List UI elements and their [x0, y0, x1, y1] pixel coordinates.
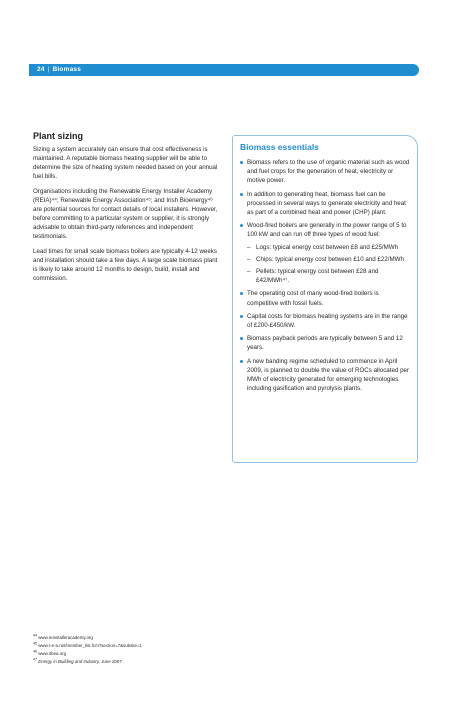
footnote: $^{47}$ Energy in Building and Industry, June 2007. [33, 657, 123, 664]
dash-glyph: – [247, 268, 251, 276]
list-item: A new banding regime scheduled to commence in April 2009, is planned to double the value of ROCs allocated per MWh of electricity generated for emerging technologies including gasification and pyrolysis plants. [240, 357, 410, 394]
paragraph: Lead times for small scale biomass boilers are typically 4-12 weeks and installation should take a few days. A large scale biomass plant is likely to take around 12 months to design, build, install and commission. [33, 248, 218, 282]
dash-glyph: – [247, 255, 251, 263]
list-item: The operating cost of many wood-fired boilers is competitive with fossil fuels. [240, 289, 410, 307]
essentials-list [240, 158, 410, 393]
list-item: Biomass refers to the use of organic material such as wood and fuel crops for the generation of heat, electricity or motive power. [240, 158, 410, 186]
footnote: $^{46}$ www.irbea.org [33, 649, 67, 656]
bullet-icon [240, 161, 243, 164]
plant-sizing-section [33, 131, 221, 289]
bullet-icon [240, 315, 243, 318]
sub-list-item: – Chips: typical energy cost between £10 and £22/MWh [247, 255, 404, 263]
biomass-essentials-box [232, 135, 418, 463]
page-header-bar [29, 64, 419, 76]
page-number: 24 [37, 66, 45, 73]
box-title: Biomass essentials [240, 142, 319, 152]
section-title: Plant sizing [33, 131, 84, 141]
footnote-link[interactable]: www.irbea.org [38, 651, 67, 656]
section-name: Biomass [52, 66, 82, 73]
footnote-link[interactable]: www.r-e-a.net/member_list.fcm?section=7&subsite=1 [38, 643, 142, 648]
footnote: $^{45}$ www.r-e-a.net/member_list.fcm?section=7&subsite=1 [33, 641, 142, 648]
bullet-icon [240, 292, 243, 295]
list-item: Biomass payback periods are typically between 5 and 12 years. [240, 334, 410, 352]
bullet-icon [240, 193, 243, 196]
bullet-icon [240, 224, 243, 227]
paragraph: Organisations including the Renewable Energy Installer Academy (REIA)⁴⁴; Renewable Energy Association⁴⁵; and Irish Bioenergy⁴⁶ are potential sources for contact details of local installers. However, before committing to a particular system or supplier, it is strongly advisable to obtain third-party references and independent testimonials. [33, 188, 218, 240]
list-item: Capital costs for biomass heating systems are in the range of £200-£450/kW. [240, 312, 410, 330]
bullet-icon [240, 337, 243, 340]
footnote-link[interactable]: www.reinstalleracademy.org [38, 635, 93, 640]
sub-list-item: – Pellets: typical energy cost between £28 and £42/MWh⁴⁷. [247, 268, 379, 285]
dash-glyph: – [247, 243, 251, 251]
list-item: In addition to generating heat, biomass fuel can be processed in several ways to generate electricity and heat as part of a combined heat and power (CHP) plant. [240, 190, 410, 218]
header-separator: | [47, 66, 50, 73]
sub-list-item: – Logs: typical energy cost between £8 and £25/MWh [247, 243, 399, 251]
footnotes [33, 634, 333, 666]
paragraph: Sizing a system accurately can ensure that cost effectiveness is maintained. A reputable biomass heating supplier will be able to determine the size of heating system needed based on your annual fuel bills. [33, 146, 218, 180]
wood-fuel-sublist [247, 243, 410, 286]
bullet-icon [240, 360, 243, 363]
footnote: $^{44}$ www.reinstalleracademy.org [33, 633, 93, 640]
list-item: Wood-fired boilers are generally in the power range of 5 to 100 kW and can run off three types of wood fuel: – Logs: typical energy cost between £8 and £25/MWh – Chips: typical energy cost between £10 and £22/MWh – Pellets: typical energy cost between £28 and £42/MWh⁴⁷. [240, 221, 410, 285]
footnote-text: Energy in Building and Industry, June 2007. [38, 659, 123, 664]
